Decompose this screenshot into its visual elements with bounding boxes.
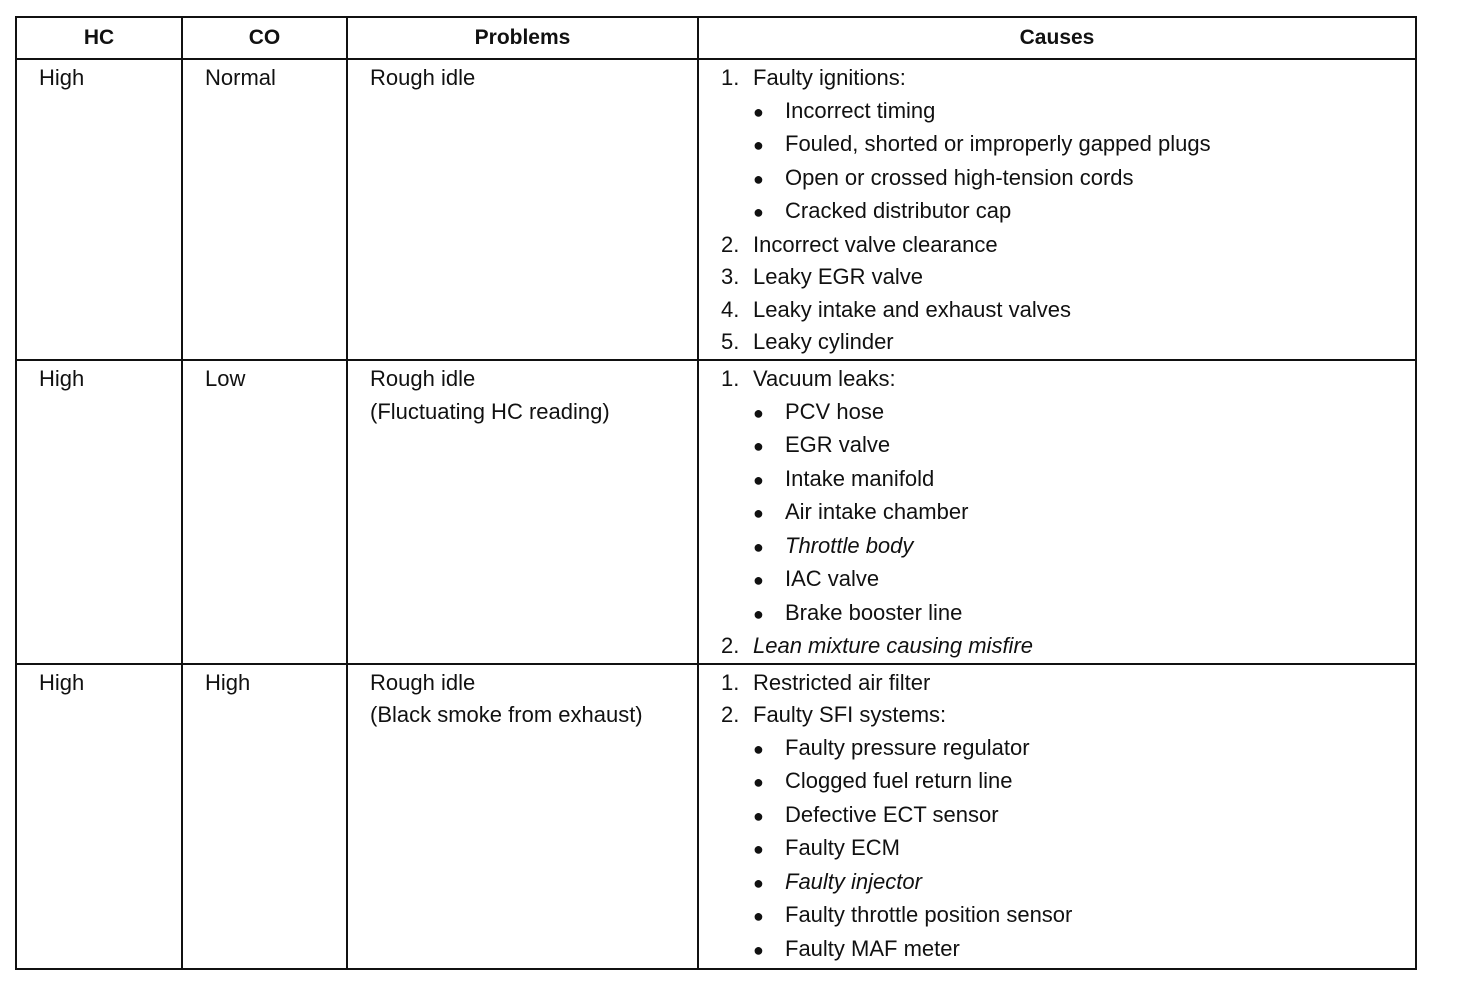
causes-cell (698, 59, 1416, 360)
cause-item (721, 62, 1395, 95)
cause-subitem (721, 128, 1395, 162)
cause-item (721, 294, 1395, 327)
subitem-text: Faulty pressure regulator (785, 734, 1030, 760)
bullet-icon: ● (753, 503, 764, 523)
cause-subitem (721, 933, 1395, 967)
problem-line: Rough idle (370, 65, 476, 90)
cause-text: Restricted air filter (753, 669, 931, 695)
co-cell: High (182, 664, 347, 969)
cause-subitem (721, 899, 1395, 933)
bullet-icon: ● (753, 101, 764, 122)
cause-number: 1. (721, 669, 740, 695)
cause-subitem (721, 866, 1395, 900)
cause-text: Incorrect valve clearance (753, 231, 998, 257)
subitem-text: PCV hose (785, 398, 885, 424)
subitem-text: Intake manifold (785, 465, 935, 491)
hc-cell: High (16, 360, 182, 664)
cause-number: 3. (721, 264, 740, 289)
cause-number: 1. (721, 65, 740, 90)
header-co: CO (182, 17, 347, 59)
cause-number: 2. (721, 702, 740, 727)
co-cell: Low (182, 360, 347, 664)
subitem-text: Clogged fuel return line (785, 768, 1013, 793)
cause-item (721, 229, 1395, 262)
problem-line: (Black smoke from exhaust) (370, 702, 643, 727)
cause-subitem (721, 732, 1395, 766)
cause-subitem (721, 195, 1395, 229)
bullet-icon: ● (753, 202, 764, 222)
subitem-text: Brake booster line (785, 599, 963, 625)
cause-subitem (721, 162, 1395, 196)
cause-number: 2. (721, 231, 740, 257)
subitem-text: IAC valve (785, 566, 880, 591)
header-row (16, 17, 1416, 59)
subitem-text: Fouled, shorted or improperly gapped plugs (785, 131, 1211, 156)
cause-subitem (721, 463, 1395, 497)
cause-text: Faulty ignitions: (753, 65, 906, 90)
subitem-text: Open or crossed high-tension cords (785, 164, 1134, 190)
cause-text: Lean mixture causing misfire (753, 633, 1034, 658)
bullet-icon: ● (753, 135, 764, 155)
cause-number: 4. (721, 296, 740, 322)
table-row (16, 360, 1416, 664)
cause-item (721, 699, 1395, 732)
bullet-icon: ● (753, 772, 764, 792)
cause-item (721, 261, 1395, 294)
causes-cell (698, 360, 1416, 664)
problem-cell (347, 59, 698, 360)
problem-line: Rough idle (370, 366, 476, 391)
cause-text: Leaky intake and exhaust valves (753, 296, 1071, 322)
bullet-icon: ● (753, 805, 764, 826)
problem-cell (347, 664, 698, 969)
cause-item (721, 363, 1395, 396)
subitem-text: EGR valve (785, 432, 891, 457)
subitem-text: Cracked distributor cap (785, 198, 1012, 223)
bullet-icon: ● (753, 872, 764, 893)
cause-subitem (721, 563, 1395, 597)
cause-text: Vacuum leaks: (753, 366, 896, 391)
subitem-text: Faulty throttle position sensor (785, 902, 1073, 927)
subitem-text: Defective ECT sensor (785, 801, 999, 827)
table-row (16, 59, 1416, 360)
cause-subitem (721, 530, 1395, 564)
cause-number: 5. (721, 329, 740, 354)
cause-subitem (721, 396, 1395, 430)
subitem-text: Faulty MAF meter (785, 935, 960, 961)
cause-subitem (721, 95, 1395, 129)
bullet-icon: ● (753, 436, 764, 456)
causes-cell (698, 664, 1416, 969)
cause-text: Leaky EGR valve (753, 264, 923, 289)
header-causes: Causes (698, 17, 1416, 59)
table-row (16, 664, 1416, 969)
header-problems: Problems (347, 17, 698, 59)
hc-cell: High (16, 664, 182, 969)
cause-item (721, 326, 1395, 359)
problem-line: Rough idle (370, 669, 476, 695)
subitem-text: Incorrect timing (785, 97, 936, 123)
hc-cell: High (16, 59, 182, 360)
bullet-icon: ● (753, 906, 764, 926)
cause-subitem (721, 496, 1395, 530)
cause-text: Faulty SFI systems: (753, 702, 947, 727)
subitem-text: Faulty ECM (785, 835, 900, 860)
cause-subitem (721, 429, 1395, 463)
cause-number: 1. (721, 366, 740, 391)
cause-subitem (721, 799, 1395, 833)
cause-text: Leaky cylinder (753, 329, 894, 354)
subitem-text: Air intake chamber (785, 499, 969, 524)
diagnosis-table (15, 16, 1417, 970)
header-hc: HC (16, 17, 182, 59)
bullet-icon: ● (753, 469, 764, 490)
cause-number: 2. (721, 633, 740, 658)
bullet-icon: ● (753, 738, 764, 759)
problem-cell (347, 360, 698, 664)
cause-subitem (721, 765, 1395, 799)
cause-item (721, 667, 1395, 700)
subitem-text: Faulty injector (785, 868, 922, 894)
cause-subitem (721, 832, 1395, 866)
bullet-icon: ● (753, 402, 764, 423)
cause-subitem (721, 597, 1395, 631)
bullet-icon: ● (753, 570, 764, 590)
bullet-icon: ● (753, 536, 764, 557)
bullet-icon: ● (753, 839, 764, 859)
cause-item (721, 630, 1395, 663)
bullet-icon: ● (753, 603, 764, 624)
bullet-icon: ● (753, 939, 764, 960)
problem-line: (Fluctuating HC reading) (370, 398, 610, 424)
co-cell: Normal (182, 59, 347, 360)
subitem-text: Throttle body (785, 532, 914, 558)
bullet-icon: ● (753, 168, 764, 189)
